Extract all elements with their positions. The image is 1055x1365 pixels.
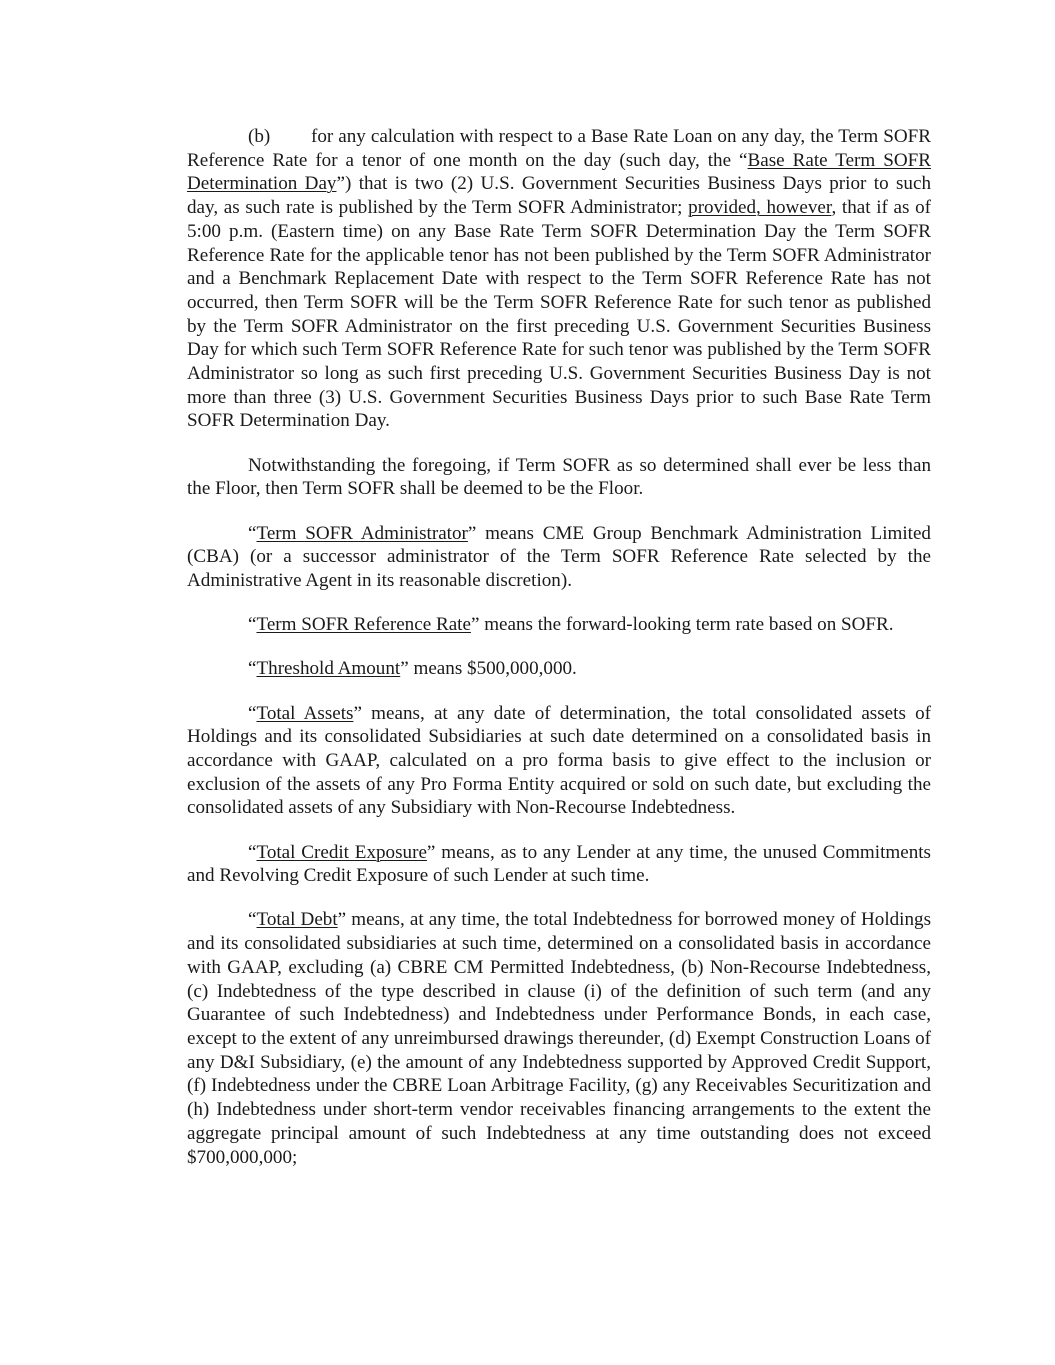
clause-text: , that if as of 5:00 p.m. (Eastern time) on any Base Rate Term SOFR Determination Day the Term SOFR Reference Rate for the applicable tenor has not been published by the Term SOFR Administrator and a Benchmark Replacement Date with respect to the Term SOFR Reference Rate has not occurred, then Term SOFR will be the Term SOFR Reference Rate for such tenor as published by the Term SOFR Administrator on the first preceding U.S. Government Securities Business Day for which such Term SOFR Reference Rate for such tenor was published by the Term SOFR Administrator so long as such first preceding U.S. Government Securities Business Day is not more than three (3) U.S. Government Securities Business Days prior to such Base Rate Term SOFR Determination Day. [187, 197, 931, 432]
document-page [187, 125, 931, 1190]
clause-text: ”) that is two (2) U.S. Government Securities Business Days prior to such day, as such rate is published by the Term SOFR Administrator; [187, 173, 931, 219]
definition-term-sofr-administrator [187, 522, 931, 593]
definition-text: ” means, as to any Lender at any time, the unused Commitments and Revolving Credit Exposure of such Lender at such time. [187, 841, 931, 887]
definition-text: ” means the forward-looking term rate based on SOFR. [470, 614, 894, 636]
notwithstanding-paragraph [187, 454, 931, 501]
open-quote: “ [248, 909, 257, 931]
clause-marker: (b) [248, 126, 271, 147]
definition-text: ” means $500,000,000. [400, 658, 577, 680]
definition-total-credit-exposure [187, 841, 931, 888]
defined-term: Threshold Amount [256, 658, 401, 680]
defined-term: Base Rate Term SOFR Determination Day [187, 149, 931, 195]
defined-term: Total Debt [256, 909, 338, 931]
paragraph-text: Notwithstanding the foregoing, if Term SOFR as so determined shall ever be less than the Floor, then Term SOFR shall be deemed to be the Floor. [187, 454, 931, 500]
proviso-term: provided, however [688, 197, 832, 219]
defined-term: Term SOFR Reference Rate [256, 614, 471, 636]
definition-text: ” means CME Group Benchmark Administration Limited (CBA) (or a successor administrator of the Term SOFR Reference Rate selected by the Administrative Agent in its reasonable discretion). [187, 522, 931, 591]
open-quote: “ [248, 702, 257, 724]
definition-total-assets [187, 702, 931, 821]
clause-text: for any calculation with respect to a Base Rate Loan on any day, the Term SOFR Reference Rate for a tenor of one month on the day (such day, the “ [187, 126, 931, 171]
clause-b-paragraph [187, 125, 931, 433]
definition-text: ” means, at any time, the total Indebtedness for borrowed money of Holdings and its consolidated subsidiaries at such time, determined on a consolidated basis in accordance with GAAP, excluding (a) CBRE CM Permitted Indebtedness, (b) Non-Recourse Indebtedness, (c) Indebtedness of the type described in clause (i) of the definition of such term (and any Guarantee of such Indebtedness) and Indebtedness under Performance Bonds, in each case, except to the extent of any unreimbursed drawings thereunder, (d) Exempt Construction Loans of any D&I Subsidiary, (e) the amount of any Indebtedness supported by Approved Credit Support, (f) Indebtedness under the CBRE Loan Arbitrage Facility, (g) any Receivables Securitization and (h) Indebtedness under short-term vendor receivables financing arrangements to the extent the aggregate principal amount of such Indebtedness at any time outstanding does not exceed $700,000,000; [187, 909, 931, 1168]
open-quote: “ [248, 841, 257, 863]
definition-total-debt [187, 908, 931, 1169]
definition-term-sofr-reference-rate [187, 613, 931, 637]
defined-term: Total Assets [256, 702, 354, 724]
open-quote: “ [248, 658, 257, 680]
definition-text: ” means, at any date of determination, the total consolidated assets of Holdings and its consolidated Subsidiaries at such date determined on a consolidated basis in accordance with GAAP, calculated on a pro forma basis to give effect to the inclusion or exclusion of the assets of any Pro Forma Entity acquired or sold on such date, but excluding the consolidated assets of any Subsidiary with Non-Recourse Indebtedness. [187, 702, 932, 819]
defined-term: Term SOFR Administrator [256, 522, 468, 544]
defined-term: Total Credit Exposure [256, 841, 427, 863]
open-quote: “ [248, 614, 257, 636]
definition-threshold-amount [187, 657, 931, 681]
open-quote: “ [248, 522, 257, 544]
